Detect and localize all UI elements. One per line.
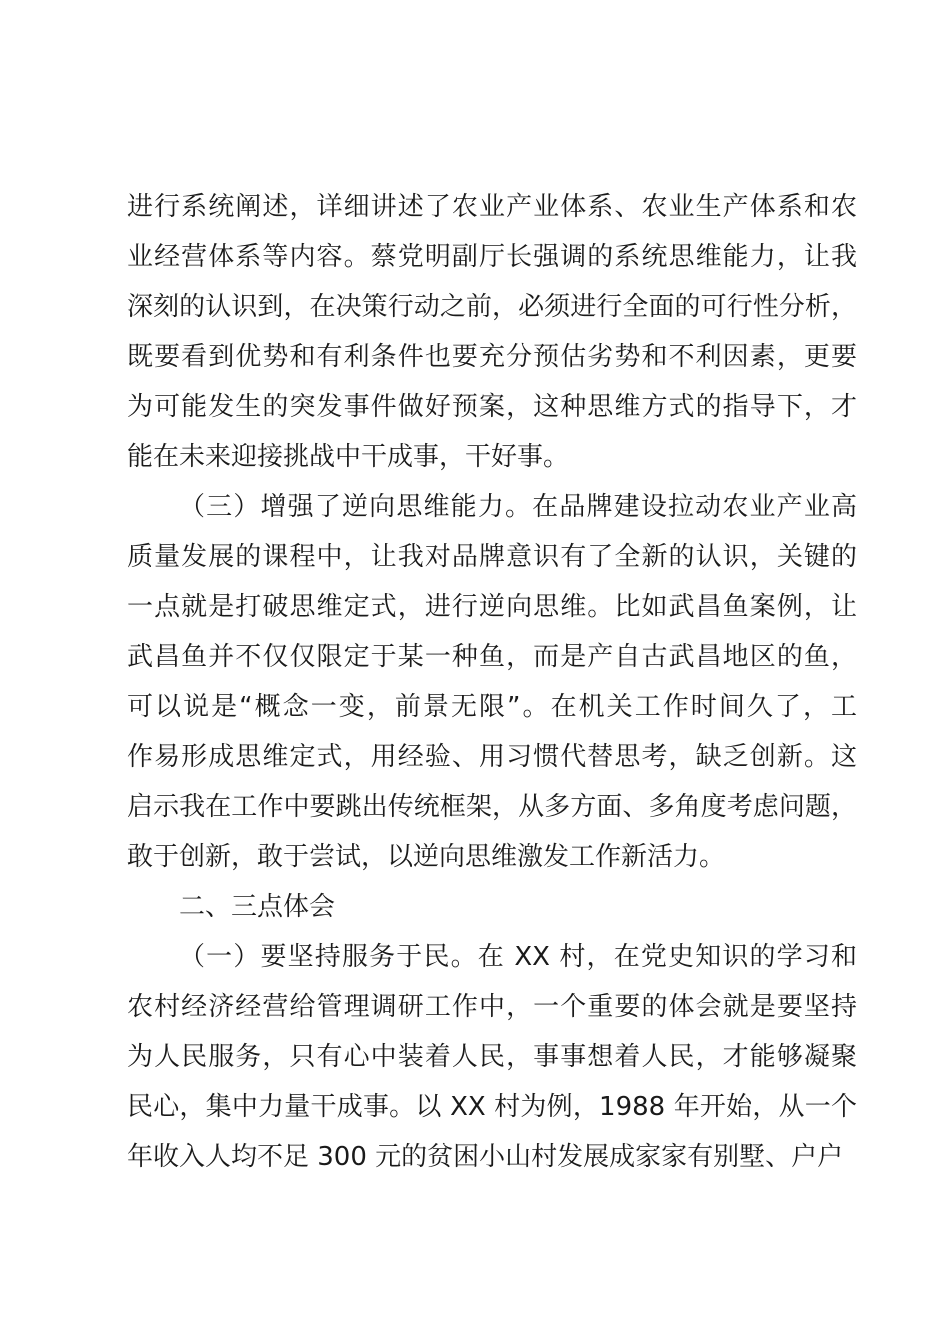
text-line: 年收入人均不足 300 元的贫困小山村发展成家家有别墅、户户: [127, 1142, 844, 1172]
text-line: 可以说是“概念一变，前景无限”。在机关工作时间久了，工: [127, 692, 857, 722]
text-line: 质量发展的课程中，让我对品牌意识有了全新的认识，关键的: [127, 542, 857, 572]
text-line: 武昌鱼并不仅仅限定于某一种鱼，而是产自古武昌地区的鱼，: [127, 642, 857, 672]
paragraph: [127, 482, 857, 882]
paragraph: [127, 932, 857, 1182]
text-line: 业经营体系等内容。蔡党明副厅长强调的系统思维能力，让我: [127, 242, 857, 272]
text-line: 进行系统阐述，详细讲述了农业产业体系、农业生产体系和农: [127, 192, 857, 222]
text-line: 既要看到优势和有利条件也要充分预估劣势和不利因素，更要: [127, 342, 857, 372]
text-line: 敢于创新，敢于尝试，以逆向思维激发工作新活力。: [127, 842, 726, 872]
text-line: 民心，集中力量干成事。以 XX 村为例，1988 年开始，从一个: [127, 1092, 857, 1122]
text-line: 为可能发生的突发事件做好预案，这种思维方式的指导下，才: [127, 392, 857, 422]
text-line: 能在未来迎接挑战中干成事，干好事。: [127, 442, 570, 472]
text-line: 农村经济经营给管理调研工作中，一个重要的体会就是要坚持: [127, 992, 857, 1022]
section-heading: [127, 882, 857, 932]
paragraph: [127, 182, 857, 482]
document-body: [127, 182, 857, 1182]
text-line: 一点就是打破思维定式，进行逆向思维。比如武昌鱼案例，让: [127, 592, 857, 622]
text-line: 为人民服务，只有心中装着人民，事事想着人民，才能够凝聚: [127, 1042, 857, 1072]
text-line: 二、三点体会: [179, 892, 336, 922]
text-line: 作易形成思维定式，用经验、用习惯代替思考，缺乏创新。这: [127, 742, 857, 772]
text-line: 深刻的认识到，在决策行动之前，必须进行全面的可行性分析，: [127, 292, 857, 322]
text-line: （三）增强了逆向思维能力。在品牌建设拉动农业产业高: [179, 492, 857, 522]
text-line: 启示我在工作中要跳出传统框架，从多方面、多角度考虑问题，: [127, 792, 857, 822]
text-line: （一）要坚持服务于民。在 XX 村，在党史知识的学习和: [179, 942, 857, 972]
